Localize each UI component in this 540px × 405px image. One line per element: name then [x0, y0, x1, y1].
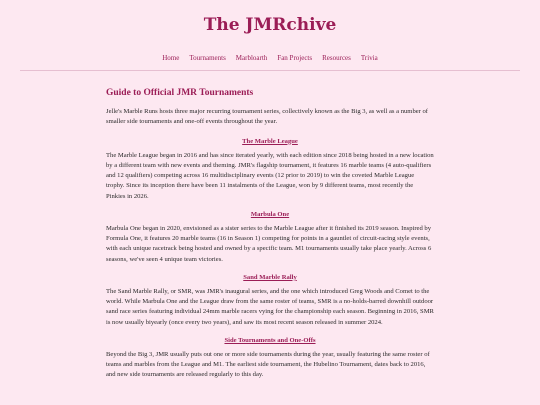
site-header: [0, 0, 540, 71]
intro-paragraph: Jelle's Marble Runs hosts three major recurring tournament series, collectively known as the Big 3, as well as a number of smaller side tournaments and one-off events throughout the year.: [106, 108, 428, 126]
section-body-sand-marble-rally: The Sand Marble Rally, or SMR, was JMR's inaugural series, and the one which introduced Greg Woods and Comet to the world. While Marbula One and the League draw from the same roster of teams, SMR is a no-holds-barred downhill outdoor sand race series featuring individual 24mm marble racers vying for the championship each season. Beginning in 2016, SMR is now usually biyearly (once every two years), and saw its most recent season released in summer 2024.: [106, 288, 434, 326]
section-side-tournaments: [106, 336, 434, 381]
section-title-sand-marble-rally[interactable]: Sand Marble Rally: [243, 273, 297, 281]
section-marble-league: [106, 137, 434, 202]
main-content: [0, 88, 540, 381]
section-title-side-tournaments[interactable]: Side Tournaments and One-Offs: [224, 336, 316, 344]
main-nav: [0, 54, 540, 62]
nav-item-home[interactable]: Home: [162, 54, 180, 62]
nav-divider: [20, 70, 520, 71]
nav-item-fan-projects[interactable]: Fan Projects: [277, 54, 313, 62]
section-sand-marble-rally: [106, 273, 434, 328]
section-marbula-one: [106, 210, 434, 265]
nav-item-resources[interactable]: Resources: [322, 54, 351, 62]
section-body-marbula-one: Marbula One began in 2020, envisioned as a sister series to the Marble League after it finished its 2019 season. Inspired by Formula One, it features 20 marble teams (16 in Season 1) competing for points in a gauntlet of circuit-racing style events, with each unique racetrack being hosted and owned by a specific team. M1 tournaments usually take place yearly. Across 6 seasons, we've seen 4 unique team victories.: [106, 225, 432, 263]
site-title[interactable]: The JMRchive: [203, 15, 337, 35]
nav-item-marbloarth[interactable]: Marbloarth: [235, 54, 268, 62]
nav-item-tournaments[interactable]: Tournaments: [189, 54, 226, 62]
page-title: Guide to Official JMR Tournaments: [106, 88, 254, 98]
section-body-side-tournaments: Beyond the Big 3, JMR usually puts out one or more side tournaments during the year, usually featuring the same roster of teams and marbles from the League and M1. The earliest side tournament, the Hubelino Tournament, dates back to 2016, and new side tournaments are released regularly to this day.: [106, 351, 430, 379]
nav-item-trivia[interactable]: Trivia: [360, 54, 378, 62]
section-title-marbula-one[interactable]: Marbula One: [250, 210, 290, 218]
section-title-marble-league[interactable]: The Marble League: [242, 137, 298, 145]
section-body-marble-league: The Marble League began in 2016 and has since iterated yearly, with each edition since 2018 being hosted in a new location by a different team with new events and theming. JMR's flagship tournament, it features 16 marble teams (4 auto-qualifiers and 12 qualifiers) competing across 16 multidisciplinary events (12 prior to 2019) to win the coveted Marble League trophy. Since its inception there have been 11 instalments of the League, won by 9 different teams, most recently the Pinkies in 2026.: [106, 151, 434, 200]
